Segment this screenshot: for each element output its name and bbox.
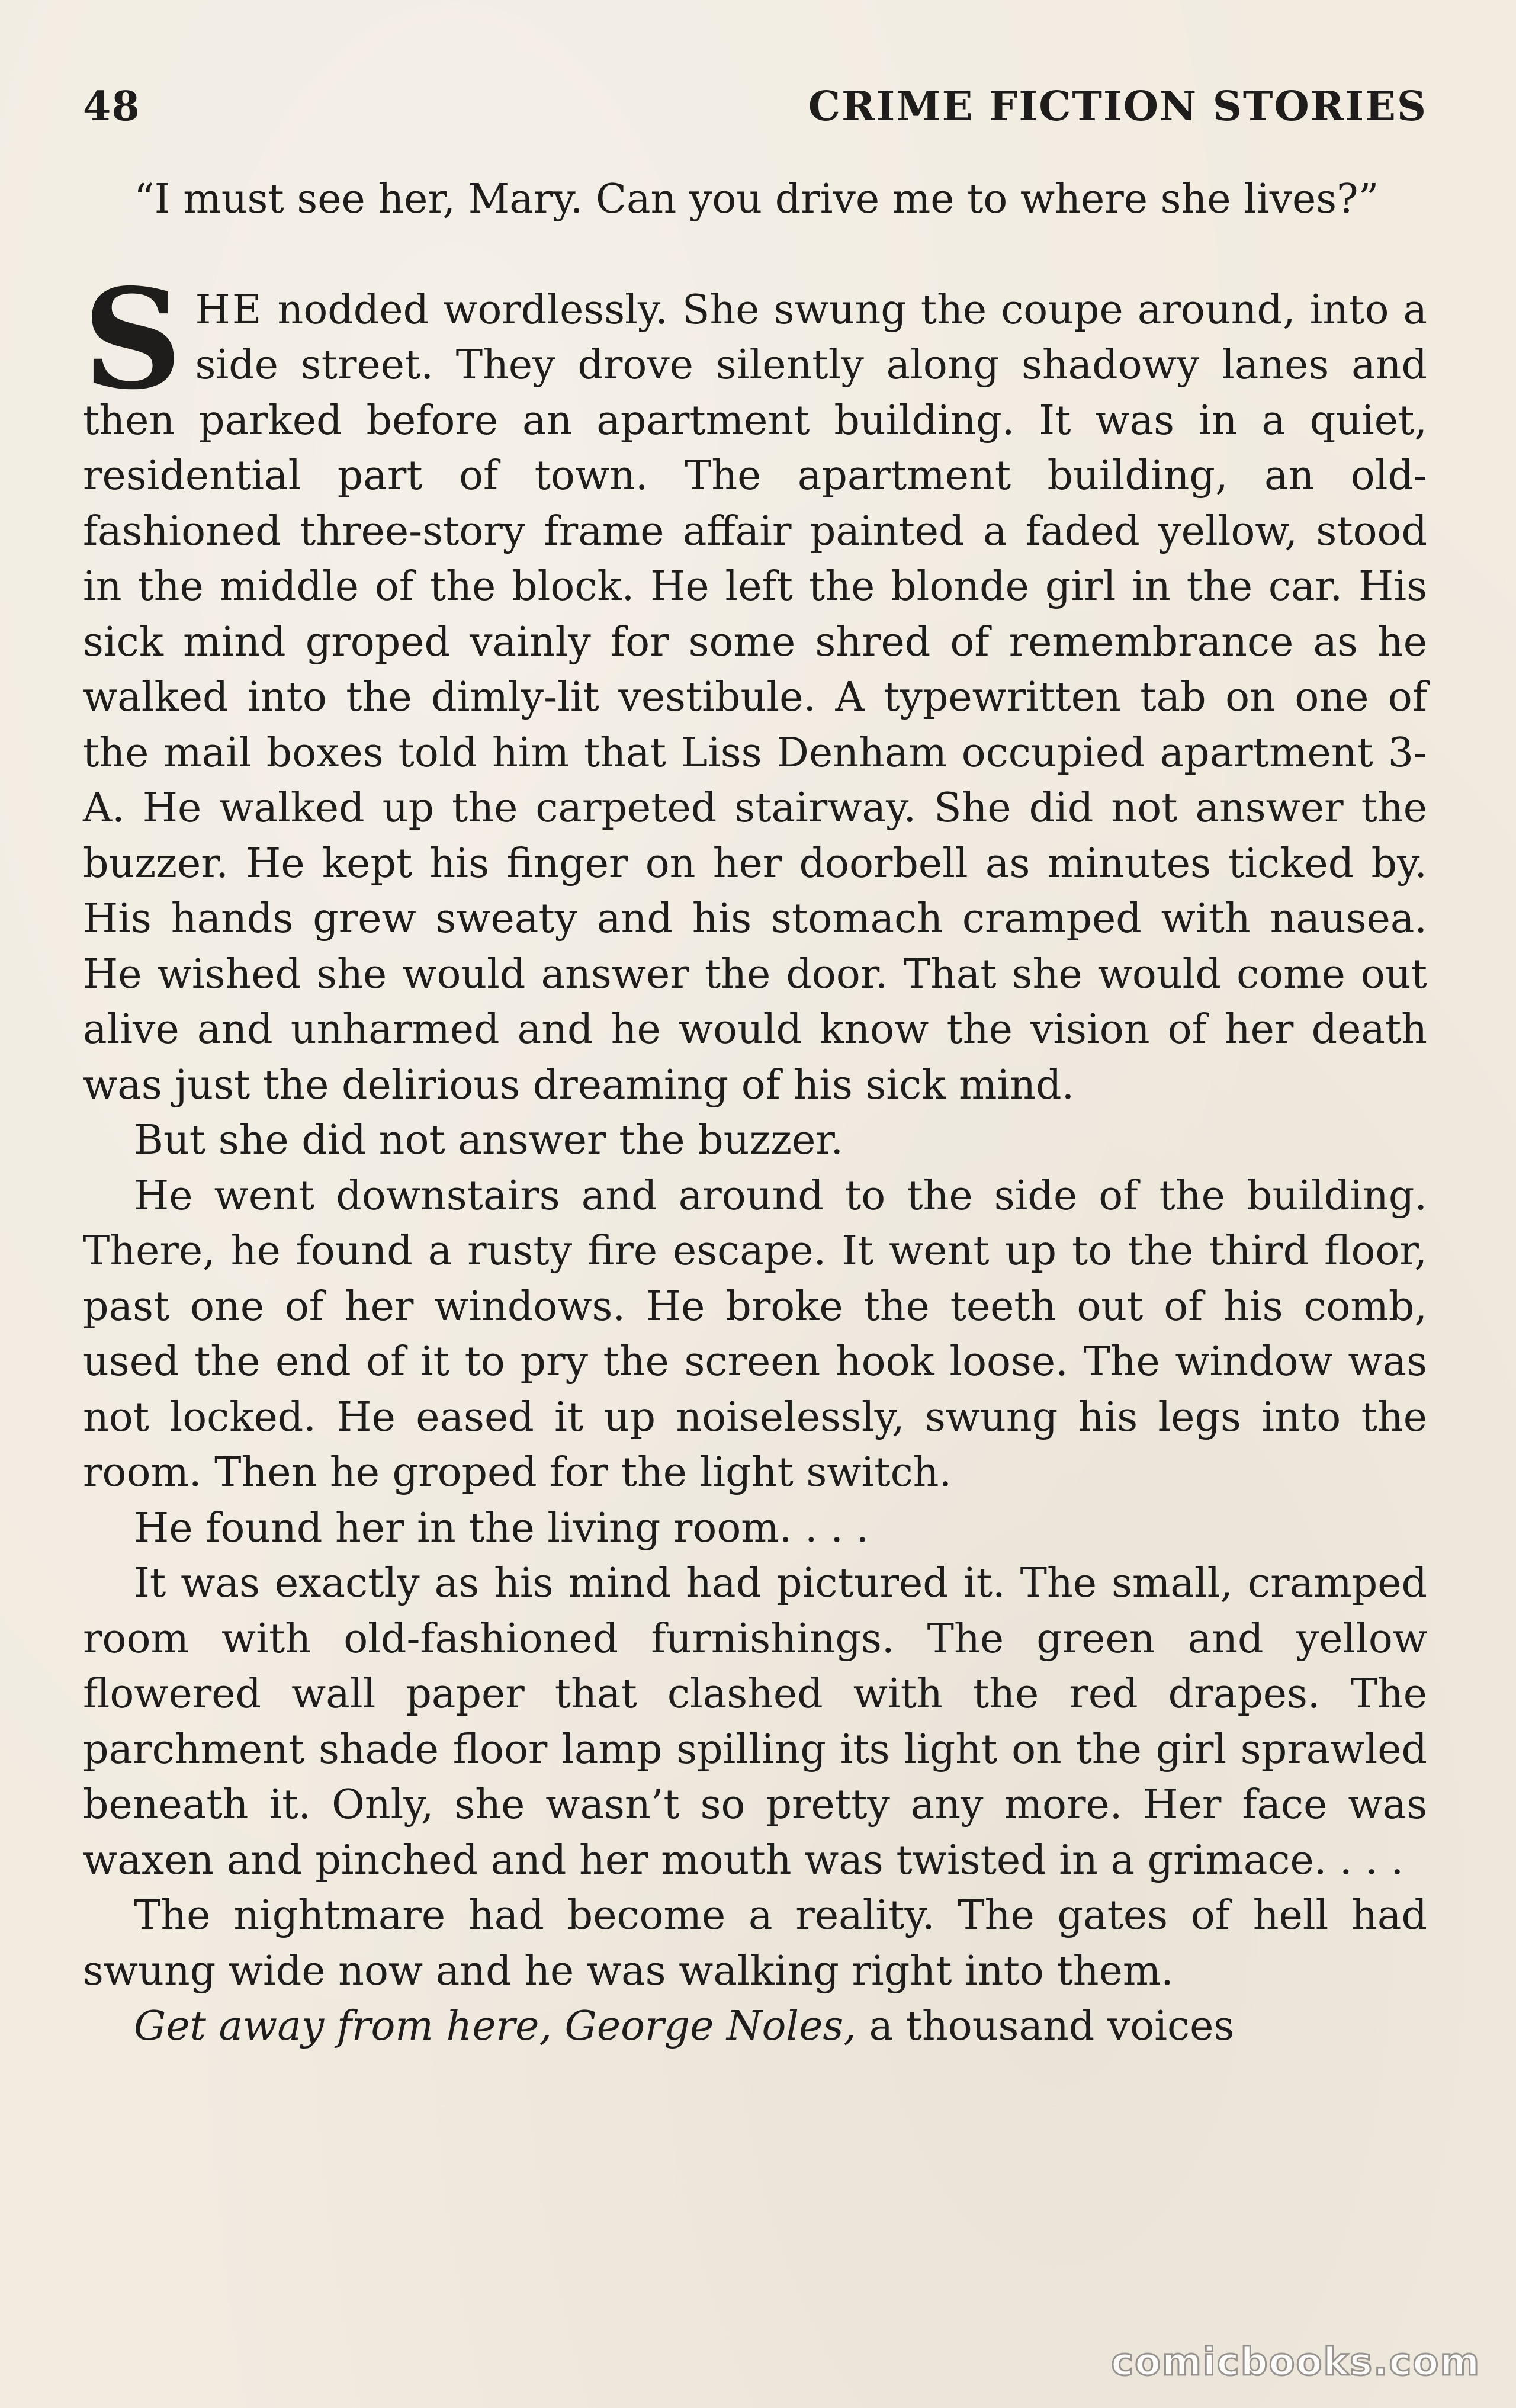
paragraph-voices <box>83 1999 1427 2054</box>
paragraph-found-her: He found her in the living room. . . . <box>134 1504 869 1552</box>
running-head: CRIME FICTION STORIES <box>808 83 1427 130</box>
paragraph-text: a thousand voices <box>856 2003 1235 2050</box>
paragraph-text: nodded wordlessly. She swung the coupe around, into a side street. They drove silently along shadowy lanes and then parked before an apartment building. It was in a quiet, residential part of town. The apartment building, an old-fashioned three-story frame affair painted a faded yellow, stood in the middle of the block. He left the blonde girl in the car. His sick mind groped vainly for some shred of remembrance as he walked into the dimly-lit vestibule. A typewritten tab on one of the mail boxes told him that Liss Denham occupied apartment 3-A. He walked up the carpeted stairway. She did not answer the buzzer. He kept his finger on her doorbell as minutes ticked by. His hands grew sweaty and his stomach cramped with nausea. He wished she would answer the door. That she would come out alive and unharmed and he would know the vision of her death was just the delirious dreaming of his sick mind. <box>83 286 1427 1109</box>
page-header <box>83 83 1427 142</box>
paragraph-dropcap <box>83 258 1427 1113</box>
paragraph-buzzer: But she did not answer the buzzer. <box>134 1117 844 1164</box>
paragraph-room-description: It was exactly as his mind had pictured it. The small, cramped room with old-fashioned furnishings. The green and yellow flowered wall paper that clashed with the red drapes. The parchment shade floor lamp spilling its light on the girl sprawled beneath it. Only, she wasn’t so pretty any more. Her face was waxen and pinched and her mouth was twisted in a grimace. . . . <box>83 1560 1427 1884</box>
site-watermark: comicbooks.com <box>1111 2340 1480 2384</box>
paragraph-nightmare: The nightmare had become a reality. The gates of hell had swung wide now and he was walking right into them. <box>83 1892 1427 1995</box>
story-body <box>83 172 1427 2054</box>
page-number: 48 <box>83 83 140 130</box>
paragraph-dialogue: “I must see her, Mary. Can you drive me to where she lives?” <box>134 176 1379 223</box>
paragraph-fire-escape: He went downstairs and around to the side of the building. There, he found a rusty fire escape. It went up to the third floor, past one of her windows. He broke the teeth out of his comb, used the end of it to pry the screen hook loose. The window was not locked. He eased it up noiselessly, swung his legs into the room. Then he groped for the light switch. <box>83 1172 1427 1496</box>
dropcap-lead-word: HE <box>195 286 264 333</box>
italic-phrase: Get away from here, George Noles, <box>134 2003 856 2050</box>
drop-cap-letter: S <box>83 258 182 420</box>
